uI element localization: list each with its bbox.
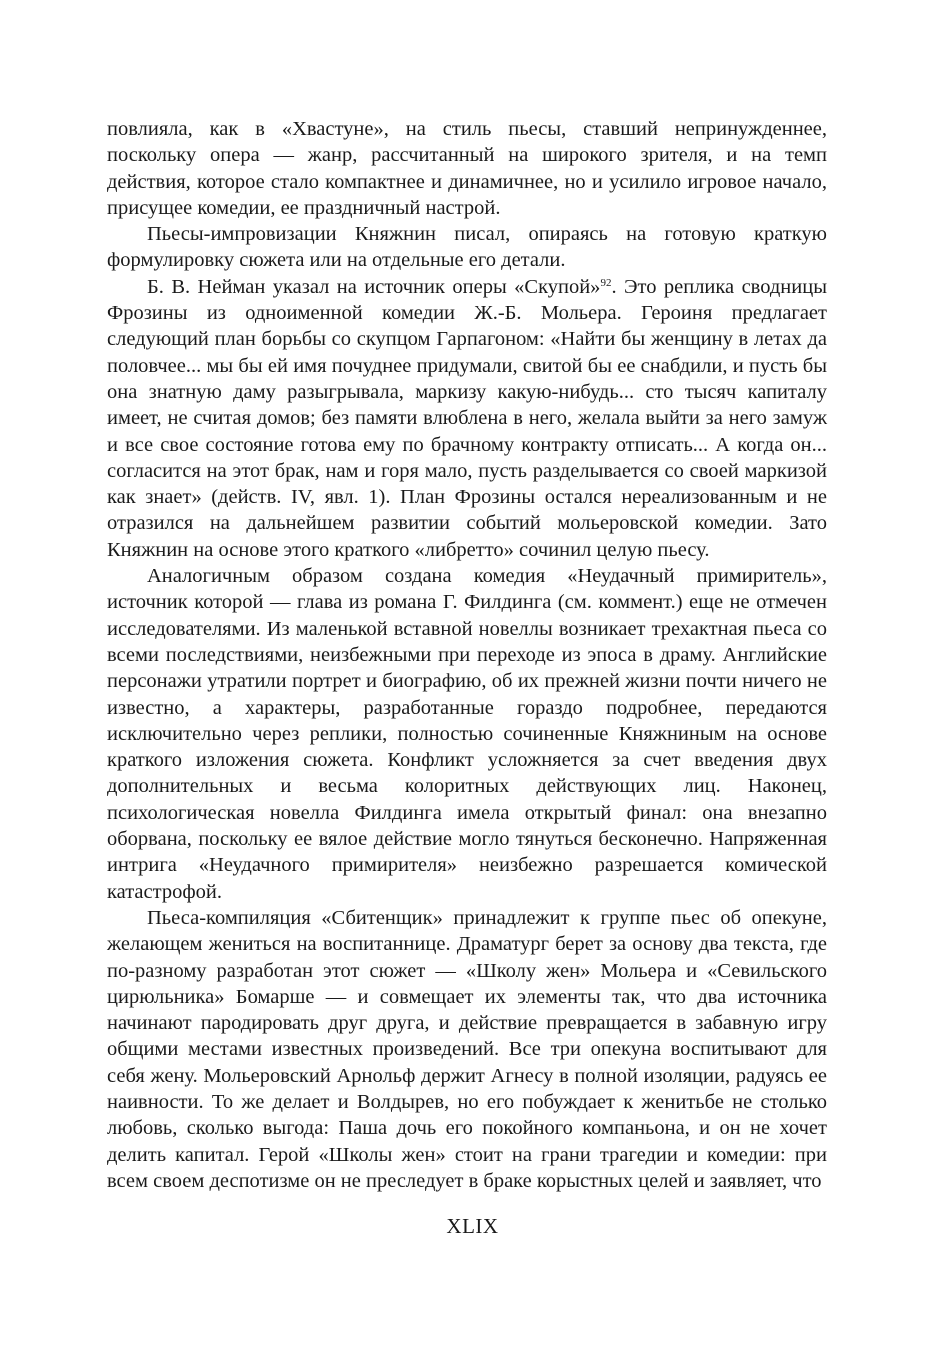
paragraph-continued: повлияла, как в «Хвастуне», на стиль пьесы, ставший непринужденнее, поскольку опера — жанр, рассчитанный на широкого зрителя, и на темп действия, которое стало компактнее и динамичнее, но и усилило игровое начало, присущее комедии, ее праздничный настрой.	[107, 118, 827, 219]
paragraph: Аналогичным образом создана комедия «Неудачный примиритель», источник которой — глава из романа Г. Филдинга (см. коммент.) еще не отмечен исследователями. Из маленькой вставной новеллы возникает трехактная пьеса со всеми последствиями, неизбежными при переходе из эпоса в драму. Английские персонажи утратили портрет и биографию, об их прежней жизни почти ничего не известно, а характеры, разработанные гораздо подробнее, передаются исключительно через реплики, полностью сочиненные Княжниным на основе краткого изложения сюжета. Конфликт усложняется за счет введения двух дополнительных и весьма колоритных действующих лиц. Наконец, психологическая новелла Филдинга имела открытый финал: она внезапно оборвана, поскольку ее вялое действие могло тянуться бесконечно. Напряженная интрига «Неудачного примирителя» неизбежно разрешается комической катастрофой.	[107, 565, 827, 903]
page-number: XLIX	[446, 1214, 499, 1238]
paragraph-text: . Это реплика сводницы Фрозины из одноименной комедии Ж.-Б. Мольера. Героиня предлагает следующий план борьбы со скупцом Гарпагоном: «Найти бы женщину в летах да половчее... мы бы ей имя почуднее придумали, свитой бы ее снабдили, и пусть бы она знатную даму разыгрывала, маркизу какую-нибудь... сто тысяч капиталу имеет, не считая домов; без памяти влюблена в него, желала выйти за него замуж и все свое состояние готова ему по брачному контракту отписать... А когда он... согласится на этот брак, нам и горя мало, пусть разделывается со своей маркизой как знает» (действ. IV, явл. 1). План Фрозины остался нереализованным и не отразился на дальнейшем развитии событий мольеровской комедии. Зато Княжнин на основе этого краткого «либретто» сочинил целую пьесу.	[107, 275, 827, 561]
body-text	[107, 116, 827, 1194]
paragraph-text: Б. В. Нейман указал на источник оперы «Скупой»	[147, 275, 601, 298]
footnote-reference[interactable]: 92	[600, 276, 612, 289]
paragraph: Пьесы-импровизации Княжнин писал, опираясь на готовую краткую формулировку сюжета или на отдельные его детали.	[107, 223, 827, 272]
paragraph-with-footnote	[107, 274, 827, 563]
paragraph: Пьеса-компиляция «Сбитенщик» принадлежит к группе пьес об опекуне, желающем жениться на воспитаннице. Драматург берет за основу два текста, где по-разному разработан этот сюжет — «Школу жен» Мольера и «Севильского цирюльника» Бомарше — и совмещает их элементы так, что два источника начинают пародировать друг друга, и действие превращается в забавную игру общими местами известных произведений. Все три опекуна воспитывают для себя жену. Мольеровский Арнольф держит Агнесу в полной изоляции, радуясь ее наивности. То же делает и Волдырев, но его побуждает к женитьбе не столько любовь, сколько выгода: Паша дочь его покойного компаньона, и он не хочет делить капитал. Герой «Школы жен» стоит на грани трагедии и комедии: при всем своем деспотизме он не преследует в браке корыстных целей и заявляет, что	[107, 906, 827, 1192]
